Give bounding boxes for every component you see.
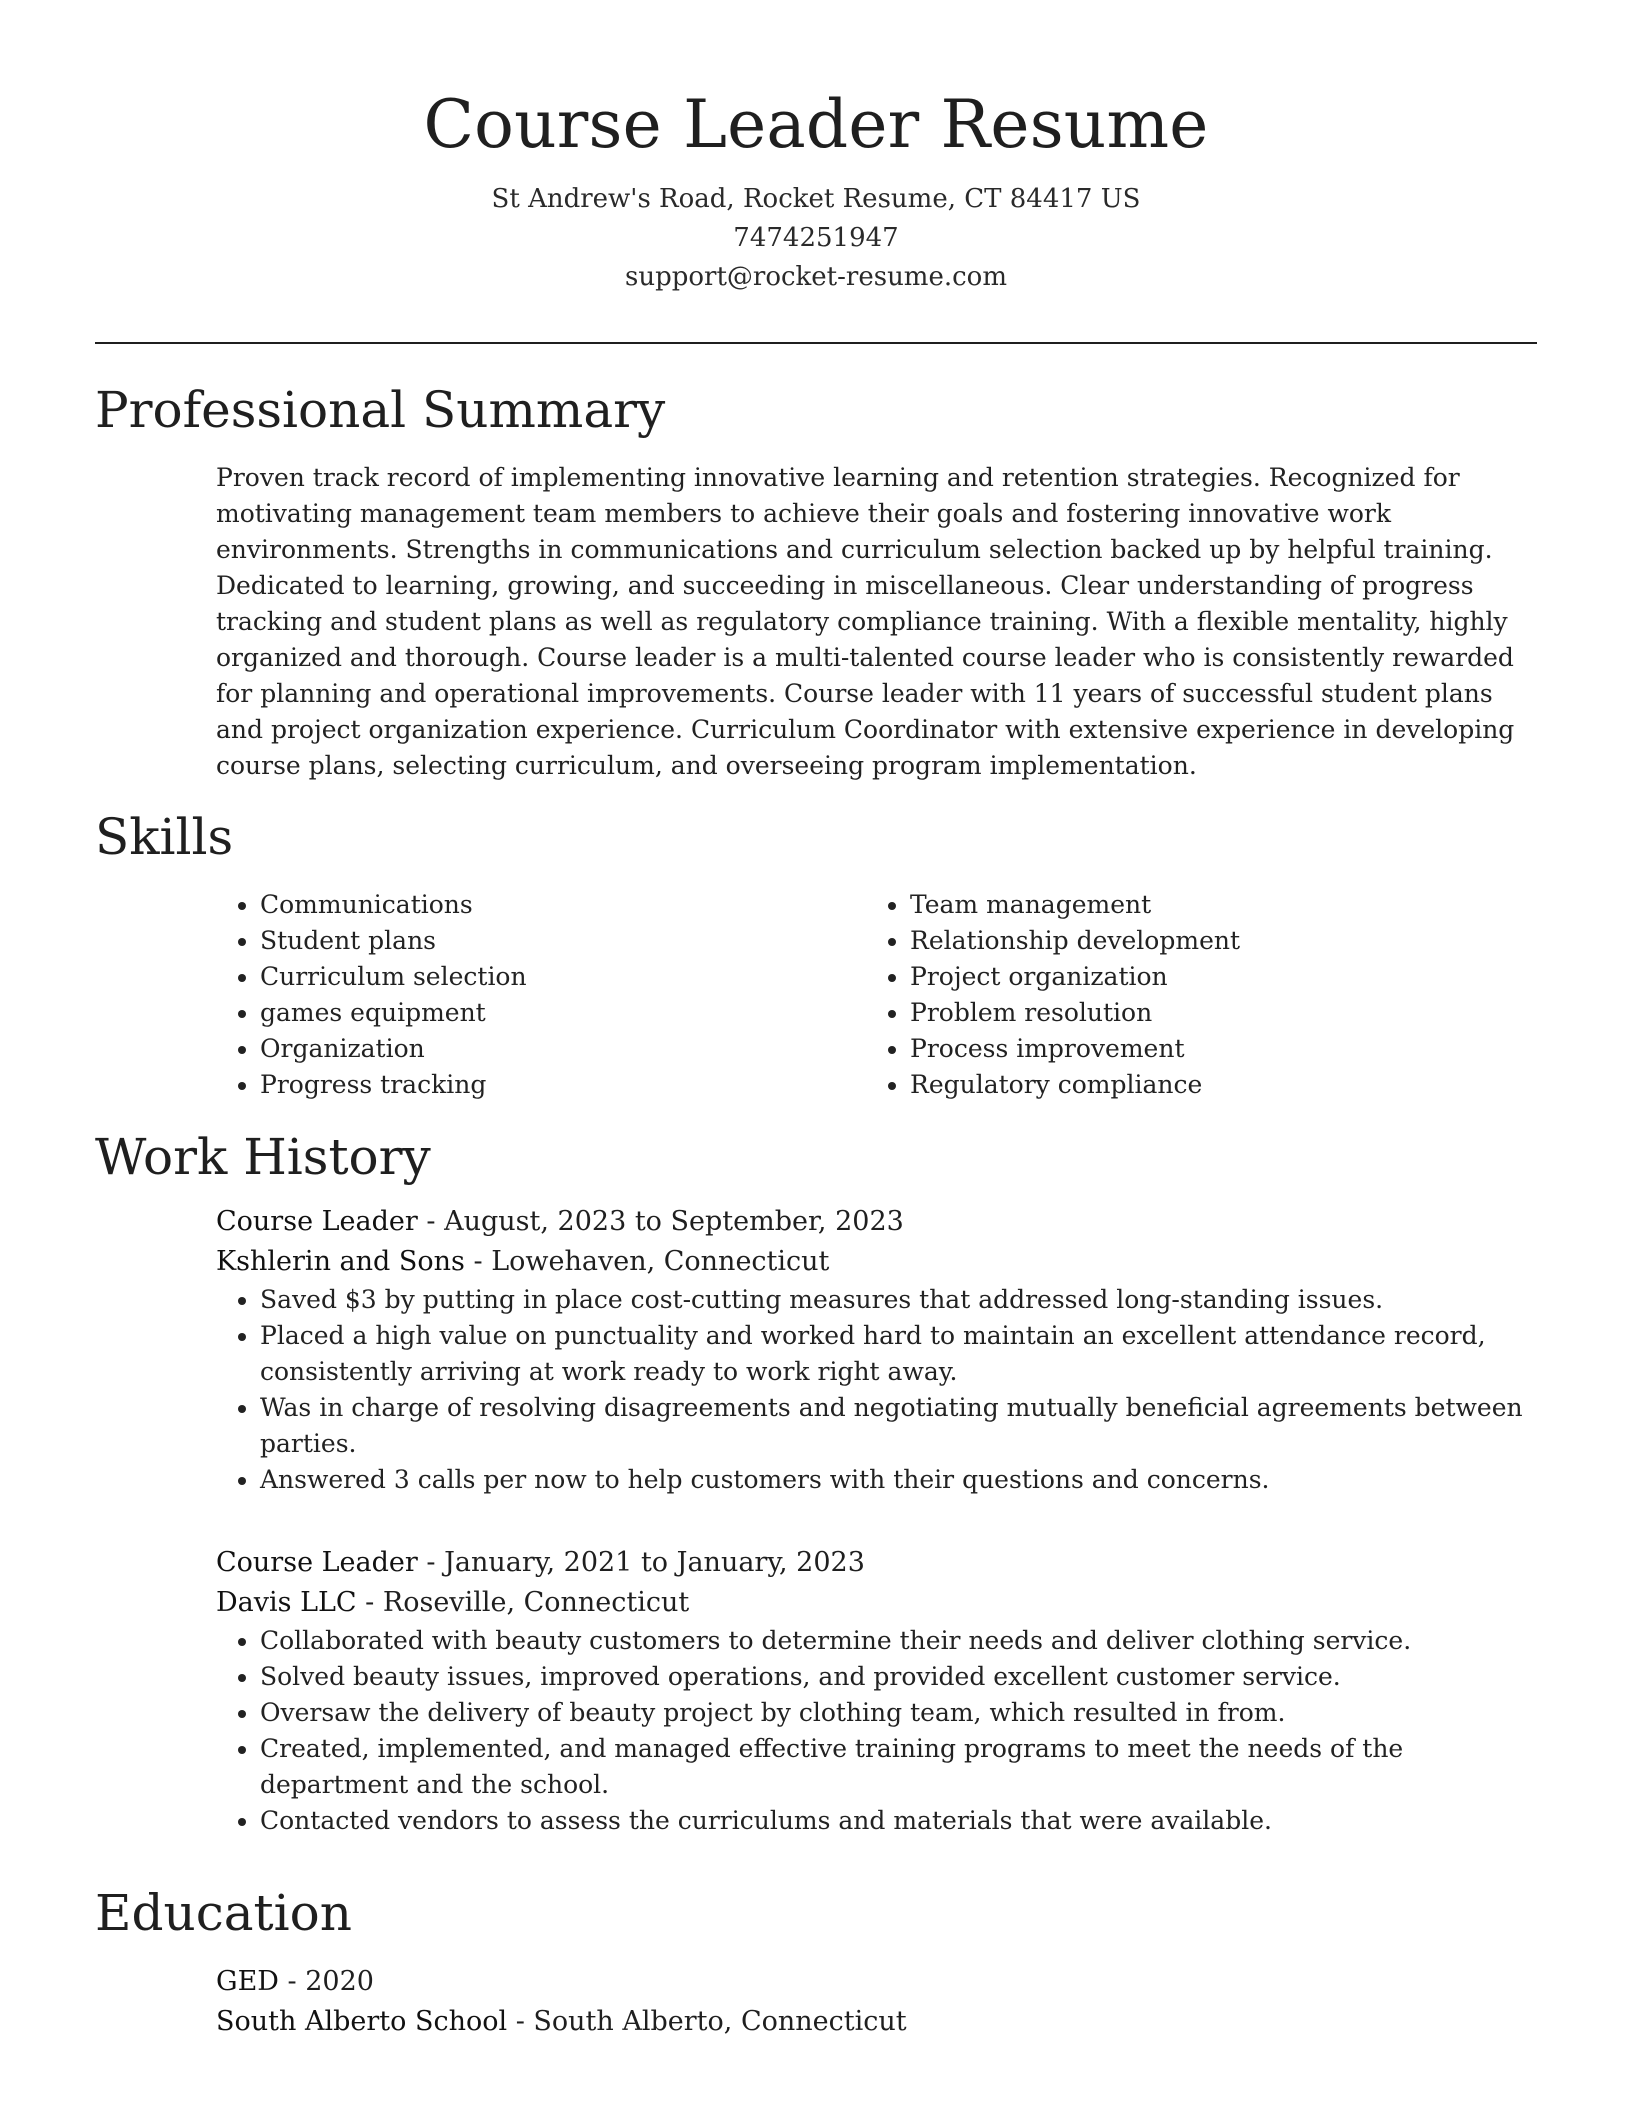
- job-bullet-list: [216, 1623, 1536, 1839]
- skill-item: • Team management: [910, 887, 1516, 923]
- separator: -: [507, 2006, 534, 2037]
- contact-block: [95, 180, 1537, 297]
- job-entry: [216, 1543, 1536, 1839]
- contact-email: support@rocket-resume.com: [624, 262, 1007, 292]
- contact-phone: 7474251947: [733, 223, 899, 253]
- job-bullet: • Saved $3 by putting in place cost-cutting measures that addressed long-standing issues.: [260, 1282, 1536, 1318]
- education-entry: [216, 1962, 1536, 2042]
- skill-item: • Regulatory compliance: [910, 1067, 1516, 1103]
- summary-text: Proven track record of implementing innovative learning and retention strategies. Recognized for motivating management team members to achieve their goals and fostering innovative work environments. Strengths in communications and curriculum selection backed up by helpful training. Dedicated to learning, growing, and succeeding in miscellaneous. Clear understanding of progress tracking and student plans as well as regulatory compliance training. With a flexible mentality, highly organized and thorough. Course leader is a multi-talented course leader who is consistently rewarded for planning and operational improvements. Course leader with 11 years of successful student plans and project organization experience. Curriculum Coordinator with extensive experience in developing course plans, selecting curriculum, and overseeing program implementation.: [216, 463, 1515, 780]
- job-bullet: • Answered 3 calls per now to help customers with their questions and concerns.: [260, 1462, 1536, 1498]
- header-divider: [95, 342, 1537, 344]
- education-degree: GED: [216, 1966, 279, 1997]
- job-entry: [216, 1202, 1536, 1498]
- job-bullet: • Oversaw the delivery of beauty project by clothing team, which resulted in from.: [260, 1695, 1536, 1731]
- skill-item: • games equipment: [260, 995, 866, 1031]
- job-bullet: • Placed a high value on punctuality and worked hard to maintain an excellent attendance record, consistently arriving at work ready to work right away.: [260, 1318, 1536, 1390]
- skill-item: • Project organization: [910, 959, 1516, 995]
- summary-section: [216, 460, 1536, 784]
- work-history-heading: Work History: [95, 1128, 431, 1186]
- skill-item: • Relationship development: [910, 923, 1516, 959]
- skills-heading: Skills: [95, 808, 234, 866]
- job-bullet-list: [216, 1282, 1536, 1498]
- job-dates: January, 2021 to January, 2023: [444, 1547, 865, 1578]
- resume-header: [95, 80, 1537, 297]
- job-bullet: • Was in charge of resolving disagreements and negotiating mutually beneficial agreements between parties.: [260, 1390, 1536, 1462]
- skill-item: • Curriculum selection: [260, 959, 866, 995]
- skill-item: • Problem resolution: [910, 995, 1516, 1031]
- job-location: Lowehaven, Connecticut: [491, 1246, 830, 1277]
- education-school-line: [216, 2002, 1536, 2042]
- job-title: Course Leader: [216, 1206, 418, 1237]
- job-employer-line: [216, 1242, 1536, 1282]
- contact-address: St Andrew's Road, Rocket Resume, CT 84417 US: [491, 184, 1141, 214]
- education-location: South Alberto, Connecticut: [533, 2006, 907, 2037]
- skills-section: [216, 887, 1536, 1103]
- skill-item: • Progress tracking: [260, 1067, 866, 1103]
- skills-column-left: [216, 887, 866, 1103]
- skill-item: • Student plans: [260, 923, 866, 959]
- job-bullet: • Solved beauty issues, improved operations, and provided excellent customer service.: [260, 1659, 1536, 1695]
- job-bullet: • Contacted vendors to assess the curriculums and materials that were available.: [260, 1803, 1536, 1839]
- education-year: 2020: [305, 1966, 374, 1997]
- separator: -: [464, 1246, 492, 1277]
- job-title-line: [216, 1543, 1536, 1583]
- separator: -: [356, 1587, 383, 1618]
- skill-item: • Communications: [260, 887, 866, 923]
- job-employer: Kshlerin and Sons: [216, 1246, 465, 1277]
- skill-item: • Organization: [260, 1031, 866, 1067]
- job-employer-line: [216, 1583, 1536, 1623]
- job-bullet: • Collaborated with beauty customers to determine their needs and deliver clothing service.: [260, 1623, 1536, 1659]
- education-heading: Education: [95, 1884, 352, 1942]
- separator: -: [417, 1547, 445, 1578]
- separator: -: [417, 1206, 445, 1237]
- education-degree-line: [216, 1962, 1536, 2002]
- job-location: Roseville, Connecticut: [382, 1587, 690, 1618]
- separator: -: [278, 1966, 306, 1997]
- job-title: Course Leader: [216, 1547, 418, 1578]
- skills-column-right: [866, 887, 1516, 1103]
- job-dates: August, 2023 to September, 2023: [444, 1206, 904, 1237]
- summary-heading: Professional Summary: [95, 381, 666, 439]
- resume-title: Course Leader Resume: [423, 86, 1209, 163]
- job-bullet: • Created, implemented, and managed effective training programs to meet the needs of the department and the school.: [260, 1731, 1536, 1803]
- job-employer: Davis LLC: [216, 1587, 357, 1618]
- job-title-line: [216, 1202, 1536, 1242]
- education-school: South Alberto School: [216, 2006, 508, 2037]
- skill-item: • Process improvement: [910, 1031, 1516, 1067]
